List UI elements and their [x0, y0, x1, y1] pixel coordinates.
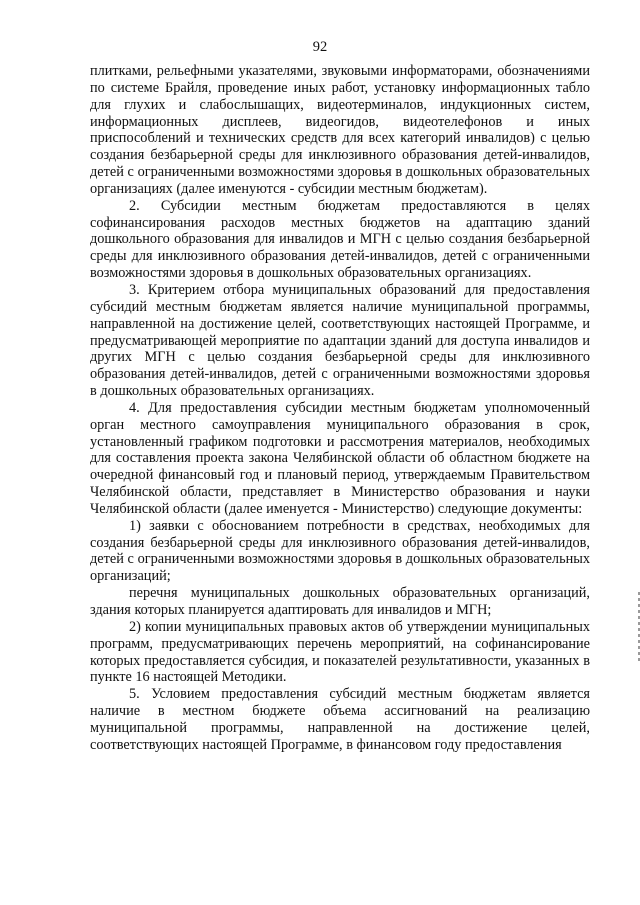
paragraph-subitem-2: 2) копии муниципальных правовых актов об утверждении муниципальных программ, предусматривающих перечень мероприятий, на софинансирование которых предоставляется субсидия, и показателей результативности, указанных в пункте 16 настоящей Методики.: [90, 618, 590, 686]
paragraph-item-4: 4. Для предоставления субсидии местным бюджетам уполномоченный орган местного самоуправления муниципального образования в срок, установленный графиком подготовки и рассмотрения материалов, необходимых для составления проекта закона Челябинской области об областном бюджете на очередной финансовый год и плановый период, утверждаемым Правительством Челябинской области, представляет в Министерство образования и науки Челябинской области (далее именуется - Министерство) следующие документы:: [90, 399, 590, 517]
paragraph-subitem-list: перечня муниципальных дошкольных образовательных организаций, здания которых планируется адаптировать для инвалидов и МГН;: [90, 585, 590, 618]
document-body: [90, 63, 590, 754]
paragraph-subitem-1: 1) заявки с обоснованием потребности в средствах, необходимых для создания безбарьерной среды для инклюзивного образования детей-инвалидов, детей с ограниченными возможностями здоровья в дошкольных образовательных организаций;: [90, 517, 590, 585]
page-number: 92: [312, 39, 328, 55]
paragraph-item-5: 5. Условием предоставления субсидий местным бюджетам является наличие в местном бюджете объема ассигнований на реализацию муниципальной программы, направленной на достижение целей, соответствующих настоящей Программе, в финансовом году предоставления: [90, 686, 590, 753]
paragraph-item-2: 2. Субсидии местным бюджетам предоставляются в целях софинансирования расходов местных бюджетов на адаптацию зданий дошкольного образования для инвалидов и МГН с целью создания безбарьерной среды для инклюзивного образования детей-инвалидов, детей с ограниченными возможностями здоровья в дошкольных образовательных организациях.: [90, 197, 590, 282]
paragraph-item-3: 3. Критерием отбора муниципальных образований для предоставления субсидий местным бюджетам является наличие муниципальной программы, направленной на достижение целей, соответствующих настоящей Программе, и предусматривающей мероприятие по адаптации зданий для доступа инвалидов и других МГН с целью создания безбарьерной среды для инклюзивного образования детей-инвалидов, детей с ограниченными возможностями здоровья в дошкольных образовательных организациях.: [90, 281, 590, 400]
paragraph-continuation: плитками, рельефными указателями, звуковыми информаторами, обозначениями по системе Брайля, проведение иных работ, установку информационных табло для глухих и слабослышащих, видеотерминалов, индукционных систем, информационных дисплеев, видеогидов, видеотелефонов и иных приспособлений и технических средств для всех категорий инвалидов) с целью создания безбарьерной среды для инклюзивного образования детей-инвалидов, детей с ограниченными возможностями здоровья в дошкольных образовательных организациях (далее именуются - субсидии местным бюджетам).: [90, 63, 590, 197]
